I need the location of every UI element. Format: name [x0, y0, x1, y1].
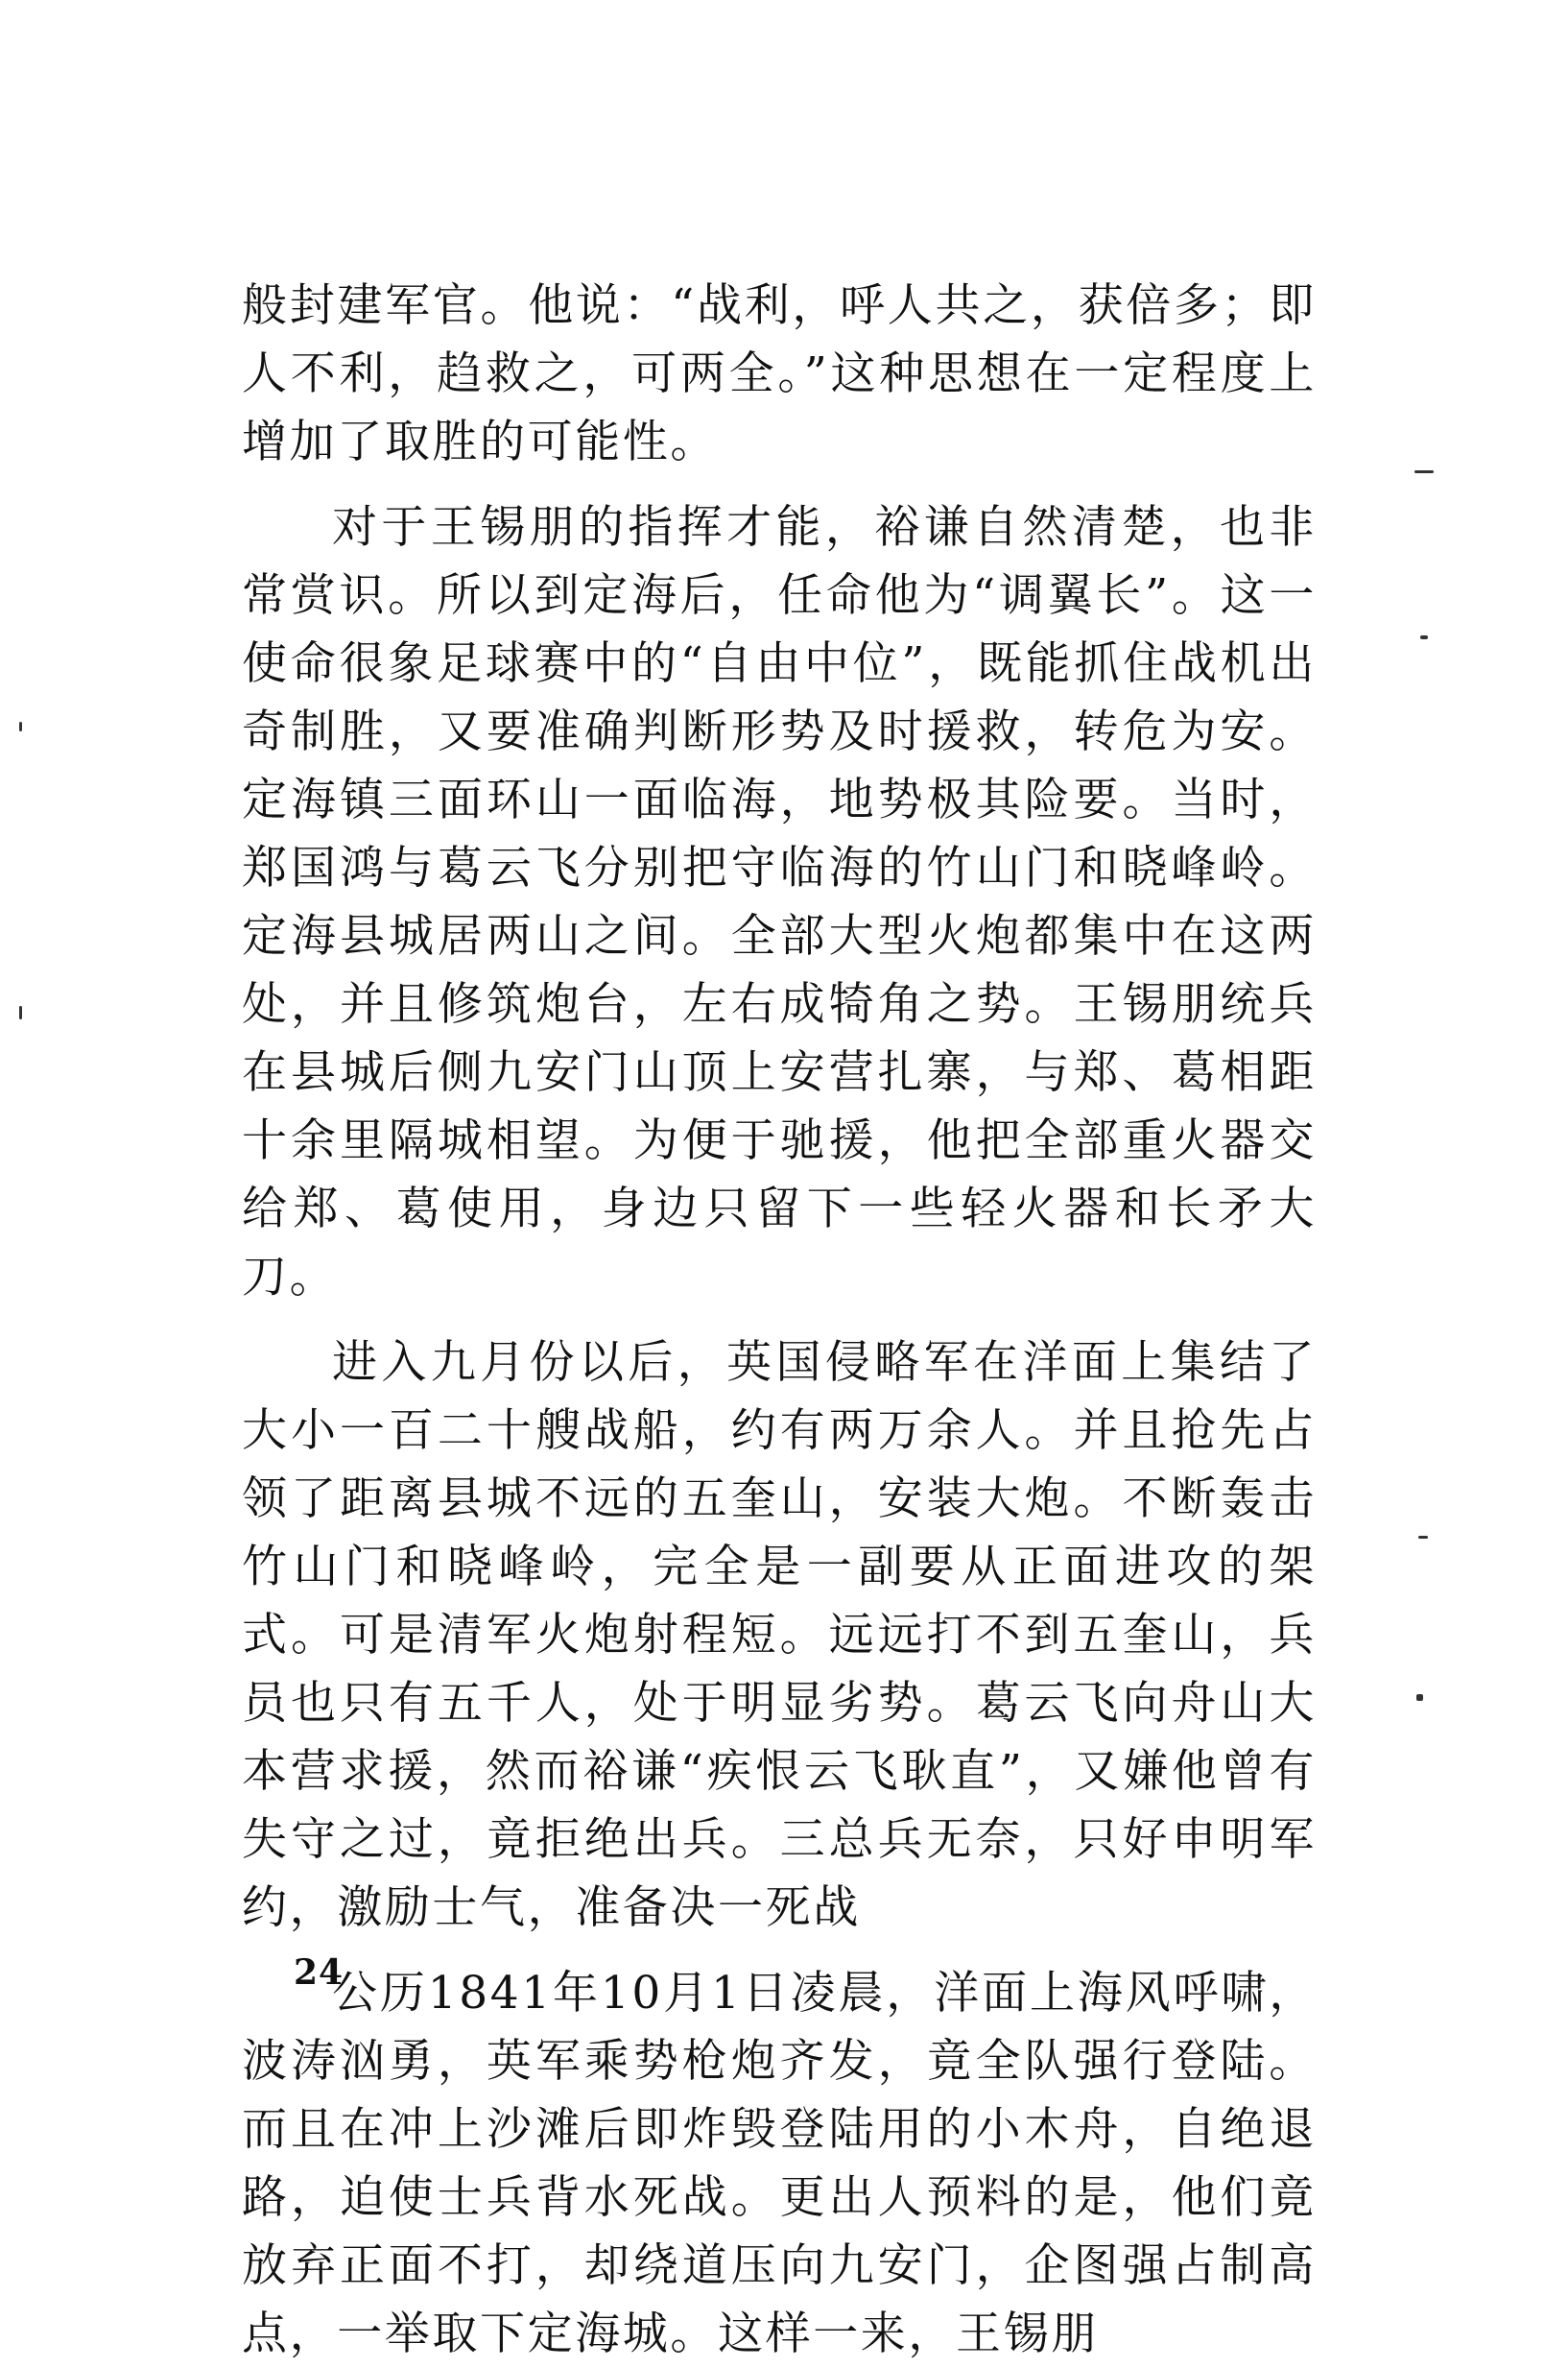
- scan-speck: [1418, 1536, 1428, 1539]
- page-number: 24: [294, 1952, 344, 1993]
- paragraph-landing: 公历1841年10月1日凌晨，洋面上海风呼啸，波涛汹勇，英军乘势枪炮齐发，竟全队强行登陆。而且在冲上沙滩后即炸毁登陆用的小木舟，自绝退路，迫使士兵背水死战。更出人预料的是，他们竟放弃正面不打，却绕道压向九安门，企图强占制高点，一举取下定海城。这样一来，王锡朋: [242, 1967, 1317, 2360]
- scan-speck: [1416, 1694, 1423, 1701]
- scan-speck: [19, 722, 22, 731]
- paragraph-continuation: 般封建军官。他说：“战利，呼人共之，获倍多；即人不利，趋救之，可两全。”这种思想在一定程度上增加了取胜的可能性。: [242, 279, 1317, 468]
- scan-speck: [1420, 635, 1428, 639]
- paragraph-british-fleet: 进入九月份以后，英国侵略军在洋面上集结了大小一百二十艘战船，约有两万余人。并且抢先占领了距离县城不远的五奎山，安装大炮。不断轰击竹山门和晓峰岭，完全是一副要从正面进攻的架式。可是清军火炮射程短。远远打不到五奎山，兵员也只有五千人，处于明显劣势。葛云飞向舟山大本营求援，然而裕谦“疾恨云飞耿直”，又嫌他曾有失守之过，竟拒绝出兵。三总兵无奈，只好申明军约，激励士气，准备决一死战: [242, 1336, 1317, 1934]
- paragraph-command-talent: 对于王锡朋的指挥才能，裕谦自然清楚，也非常赏识。所以到定海后，任命他为“调翼长”。这一使命很象足球赛中的“自由中位”，既能抓住战机出奇制胜，又要准确判断形势及时援救，转危为安。定海镇三面环山一面临海，地势极其险要。当时，郑国鸿与葛云飞分别把守临海的竹山门和晓峰岭。定海县城居两山之间。全部大型火炮都集中在这两处，并且修筑炮台，左右成犄角之势。王锡朋统兵在县城后侧九安门山顶上安营扎寨，与郑、葛相距十余里隔城相望。为便于驰援，他把全部重火器交给郑、葛使用，身边只留下一些轻火器和长矛大刀。: [242, 501, 1317, 1304]
- body-text: [242, 272, 1317, 2368]
- scan-speck: [1414, 470, 1434, 473]
- scan-speck: [19, 1006, 22, 1019]
